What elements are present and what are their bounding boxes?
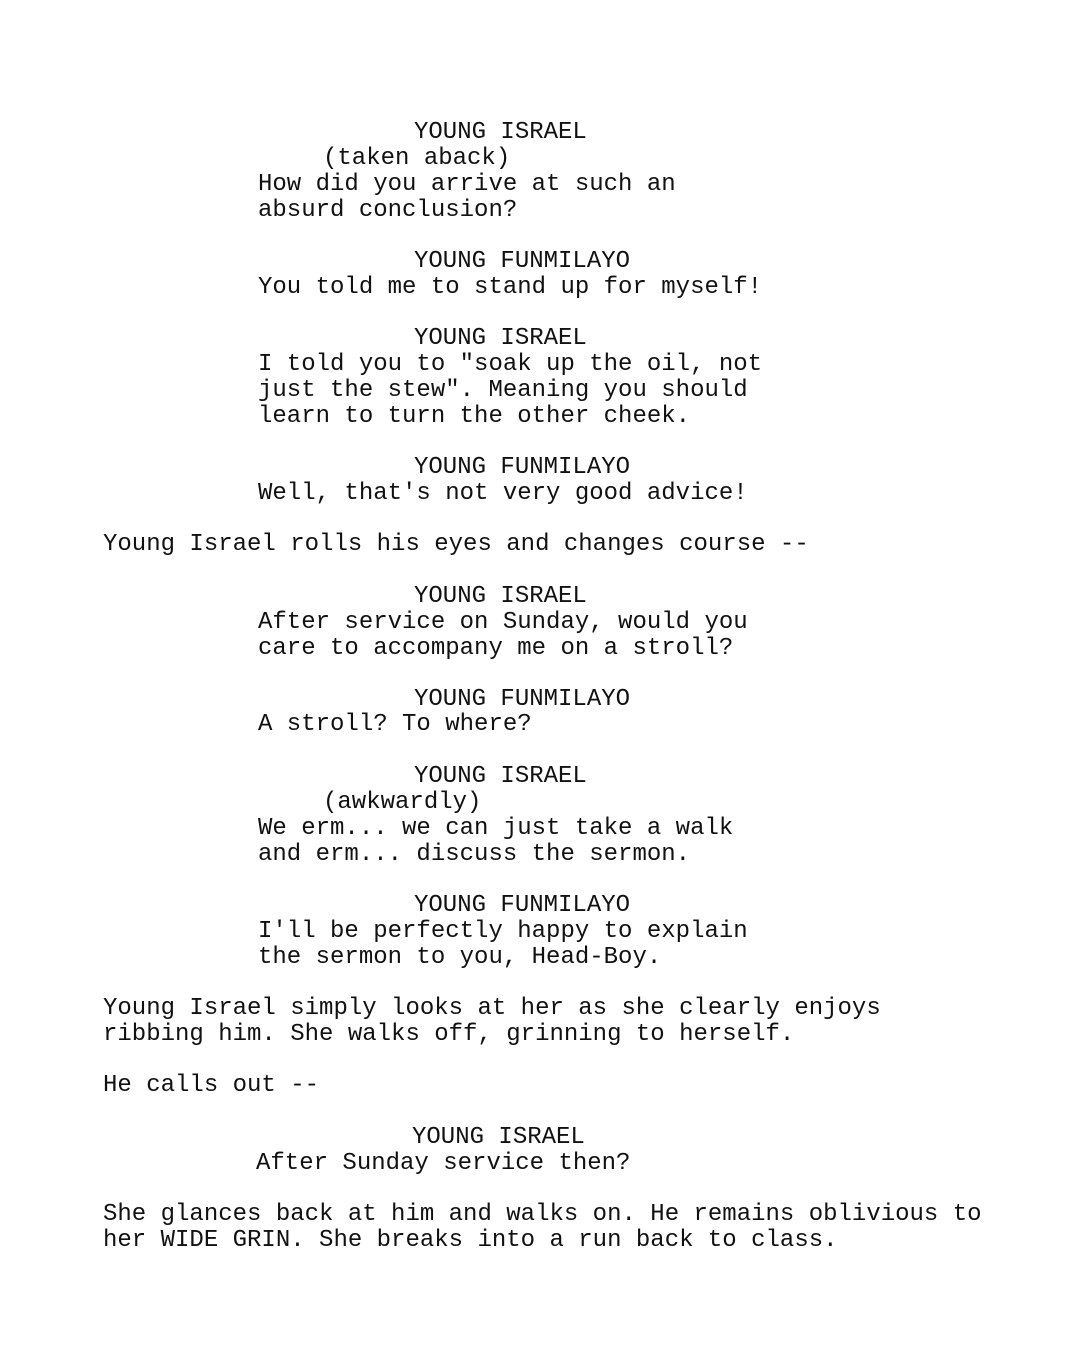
action-line: ribbing him. She walks off, grinning to herself. [103,1021,795,1048]
dialogue-line: A stroll? To where? [258,711,532,738]
character-cue: YOUNG FUNMILAYO [414,454,631,481]
dialogue-line: After Sunday service then? [256,1150,631,1177]
character-cue: YOUNG ISRAEL [414,325,587,352]
dialogue-line: After service on Sunday, would you [258,609,748,636]
action-line: He calls out -- [103,1072,320,1099]
dialogue-line: learn to turn the other cheek. [258,403,691,430]
action-line: Young Israel rolls his eyes and changes course -- [103,531,809,558]
character-cue: YOUNG FUNMILAYO [414,248,631,275]
action-line: Young Israel simply looks at her as she clearly enjoys [103,995,881,1022]
dialogue-line: We erm... we can just take a walk [258,815,734,842]
character-cue: YOUNG FUNMILAYO [414,892,631,919]
dialogue-line: How did you arrive at such an [258,171,676,198]
character-cue: YOUNG ISRAEL [414,763,587,790]
character-cue: YOUNG ISRAEL [414,119,587,146]
dialogue-line: I'll be perfectly happy to explain [258,918,748,945]
dialogue-line: the sermon to you, Head-Boy. [258,944,662,971]
dialogue-line: You told me to stand up for myself! [258,274,763,301]
dialogue-line: just the stew". Meaning you should [258,377,748,404]
parenthetical: (awkwardly) [323,789,482,816]
action-line: her WIDE GRIN. She breaks into a run back to class. [103,1227,838,1254]
action-line: She glances back at him and walks on. He remains oblivious to [103,1201,982,1228]
character-cue: YOUNG ISRAEL [412,1124,585,1151]
character-cue: YOUNG ISRAEL [414,583,587,610]
dialogue-line: absurd conclusion? [258,197,518,224]
dialogue-line: I told you to "soak up the oil, not [258,351,763,378]
parenthetical: (taken aback) [323,145,511,172]
dialogue-line: Well, that's not very good advice! [258,480,748,507]
dialogue-line: care to accompany me on a stroll? [258,635,734,662]
character-cue: YOUNG FUNMILAYO [414,686,631,713]
dialogue-line: and erm... discuss the sermon. [258,841,691,868]
